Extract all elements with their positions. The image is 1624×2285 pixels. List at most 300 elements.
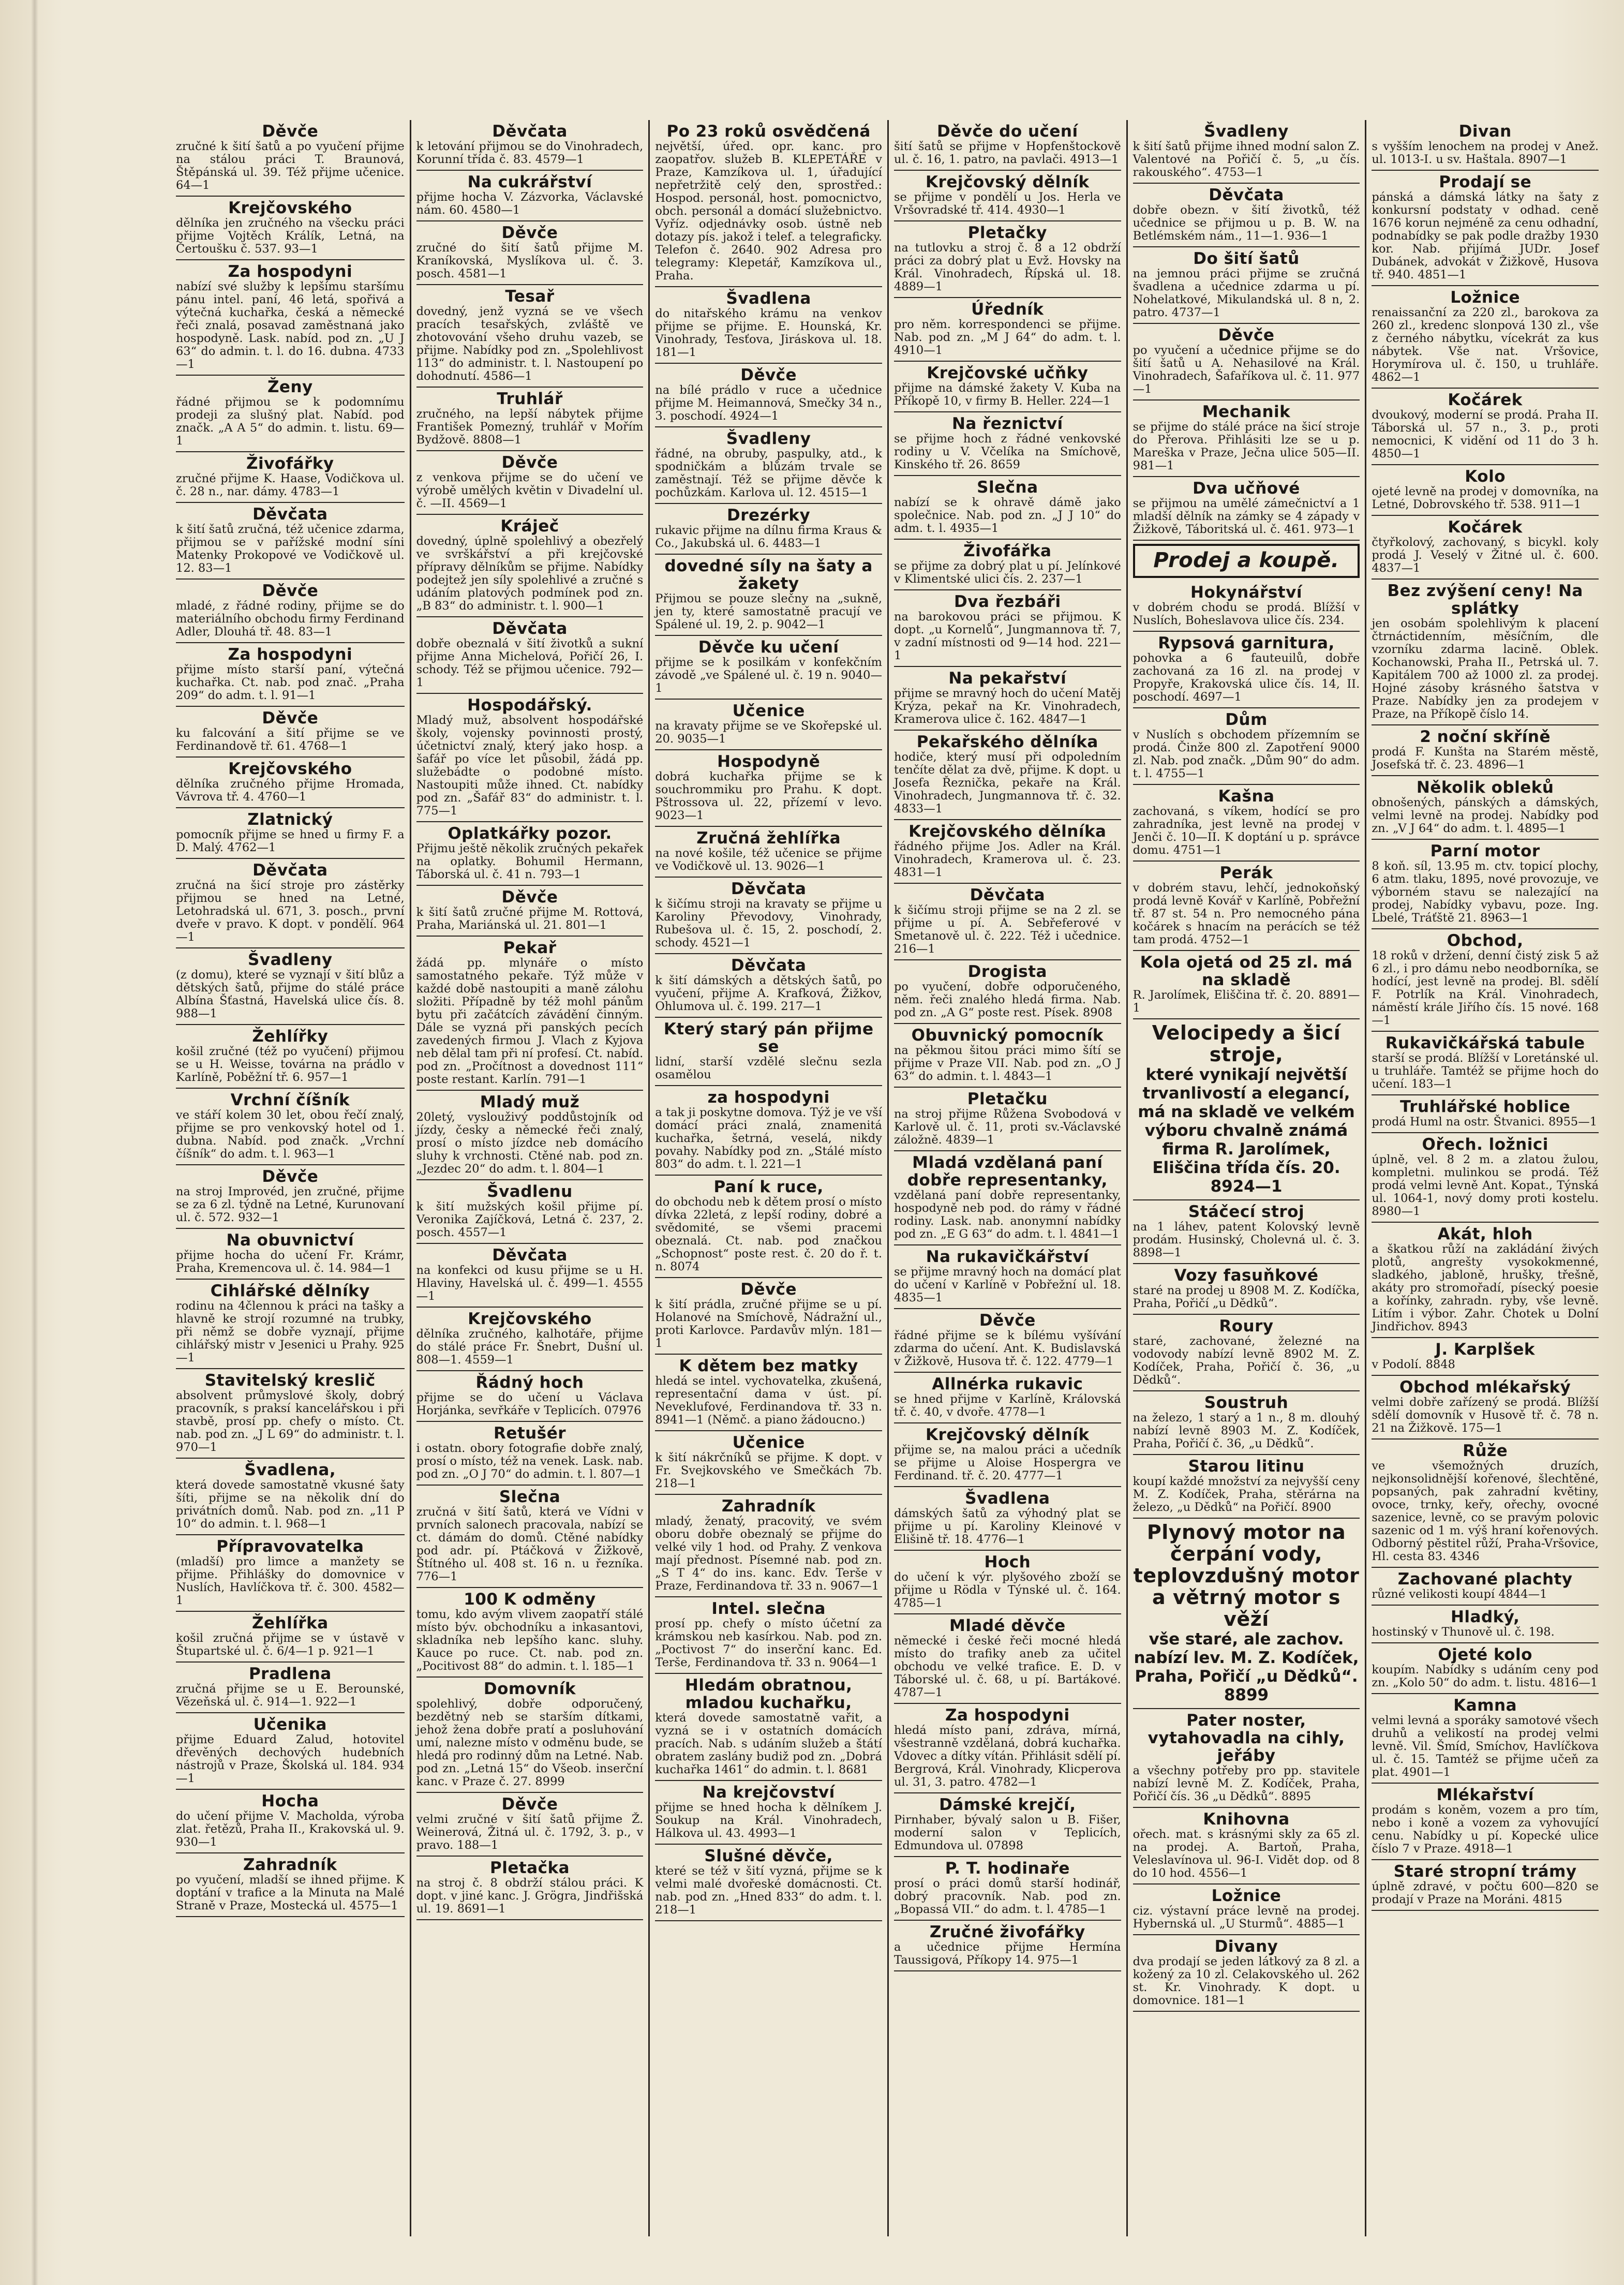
- ad-text: na stroj Improvéd, jen zručné, přijme se za 6 zl. týdně na Letné, Kurunovaní ul. č. 572. 932—1: [176, 1185, 405, 1224]
- classified-ad: [894, 1551, 1121, 1614]
- classified-ad: [1372, 725, 1599, 776]
- ad-text: na tutlovku a stroj č. 8 a 12 obdrží práci za dobrý plat u Evž. Hovsky na Král. Vinohradech, Řípská ul. 18. 4889—1: [893, 241, 1121, 293]
- classified-ad: [655, 364, 882, 427]
- ad-text: zručné přijme K. Haase, Vodičkova ul. č. 28 n., nar. dámy. 4783—1: [176, 472, 405, 498]
- ad-heading: Krejčovského: [228, 199, 352, 217]
- classified-ad: [416, 451, 644, 515]
- ad-heading: Krejčovské učňky: [927, 364, 1089, 382]
- ad-heading: Obchod mlékařský: [1399, 1378, 1571, 1397]
- ad-heading: Švadlena: [965, 1489, 1050, 1508]
- ad-heading: Pater noster, vytahovadla na cihly, jeřáby: [1148, 1711, 1345, 1765]
- classified-ad: [1133, 247, 1360, 324]
- classified-ad: [416, 1180, 644, 1244]
- classified-ad: [1133, 862, 1360, 951]
- ad-text: se přijme v pondělí u Jos. Herla ve Vršovradské tř. 414. 4930—1: [893, 190, 1121, 217]
- ad-heading: Který starý pán přijme se: [663, 1020, 874, 1056]
- ad-heading: Švadlena,: [244, 1461, 336, 1479]
- classified-ad: [1133, 1200, 1360, 1264]
- ad-heading: Děvčata: [492, 619, 568, 638]
- ad-text: které se též v šití vyzná, přijme se k velmi malé dvořeské domácnosti. Ct. nab. pod zn. „Hned 833“ do adm. t. l. 218—1: [655, 1864, 882, 1917]
- classified-ad: [416, 221, 644, 285]
- ad-heading: Prodej a koupě.: [1153, 548, 1339, 572]
- ad-text: staré, zachované, železné na vodovody nabízí levně 8902 M. Z. Kodíček, Praha, Pořičí č. 36, „u Dědků“.: [1133, 1334, 1360, 1387]
- ad-heading: Zachované plachty: [1397, 1570, 1573, 1589]
- classified-ad: [176, 260, 405, 376]
- ad-heading: Děvče: [501, 888, 558, 907]
- ad-heading: Dům: [1225, 710, 1268, 729]
- ad-heading: Drogista: [967, 962, 1047, 981]
- ad-heading: Hospodářský.: [467, 696, 592, 715]
- ad-text: dělníka zručného přijme Hromada, Vávrova tř. 4. 4760—1: [176, 777, 405, 804]
- ad-heading: Kočárek: [1448, 518, 1523, 537]
- ad-text: přijme hocha do učení Fr. Krámr, Praha, Kremencova ul. č. 14. 984—1: [176, 1249, 405, 1275]
- ad-text: velmi dobře zařízený se prodá. Blížší sdělí domovník v Husově tř. č. 78 n. 21 na Žižkově. 175—1: [1372, 1396, 1599, 1435]
- ad-heading: Na obuvnictví: [226, 1231, 354, 1250]
- classified-ad: [1133, 785, 1360, 862]
- classified-ad: [894, 1423, 1121, 1487]
- ad-heading: Rypsová garnitura,: [1158, 634, 1335, 652]
- classified-ad: [1133, 1264, 1360, 1315]
- ad-heading: Rukavičkářská tabule: [1385, 1034, 1585, 1052]
- classified-ad: [176, 1612, 405, 1663]
- classified-ad: [1372, 1338, 1599, 1376]
- ad-text: na stroj přijme Růžena Svobodová v Karlově ul. č. 11, proti sv.-Václavské záložně. 4839—1: [893, 1107, 1121, 1147]
- classified-ad: [655, 827, 882, 878]
- ad-text: které vynikají největší trvanlivostí a elegancí, má na skladě ve velkém výboru chvalně známá firma R. Jarolímek, Eliščina třída čís. 20. 8924—1: [1138, 1065, 1355, 1196]
- ad-heading: Děvče do učení: [937, 122, 1078, 141]
- classified-ad: [416, 617, 644, 694]
- ad-text: která dovede samostatně vařit, a vyzná se i v ostatních domácích pracích. Nab. s udáním služeb a štátí obratem zaslány budiž pod zn. „Dobrá kuchařka 1461“ do admin. t. l. 8681: [655, 1711, 882, 1776]
- ad-heading: Plynový motor na čerpání vody, teplovzdušný motor a větrný motor s věží: [1133, 1521, 1360, 1630]
- classified-ad: [1372, 840, 1599, 929]
- classified-ad: [1133, 1709, 1360, 1808]
- ad-text: na konfekci od kusu přijme se u H. Hlaviny, Havelská ul. č. 499—1. 4555—1: [416, 1264, 644, 1303]
- ad-heading: Zahradník: [721, 1497, 816, 1516]
- ad-text: i ostatn. obory fotografie dobře znalý, prosí o místo, též na venek. Lask. nab. pod zn. „O J 70“ do admin. t. l. 807—1: [416, 1442, 644, 1481]
- ad-text: do učení přijme V. Macholda, výroba zlat. řetězů, Praha II., Krakovská ul. 9. 930—1: [176, 1809, 405, 1849]
- ad-text: úplně, vel. 8 2 m. a zlatou žulou, kompletni. mulinkou se prodá. Též prodá velmi levně Ant. Kopat., Týnská ul. 1064-1, nový domy proti kostelu. 8980—1: [1372, 1153, 1599, 1218]
- ad-text: starší se prodá. Blížší v Loretánské ul. u truhláře. Tamtéž se přijme hoch do učení. 183—1: [1372, 1051, 1599, 1091]
- column-6: [1365, 120, 1604, 2236]
- ad-text: do obchodu neb k dětem prosí o místo dívka 22letá, z lepší rodiny, dobré a svědomité, se všemi pracemi obeznalá. Ct. nab. pod značkou „Schopnost“ poste rest. č. 20 do ř. t. n. 8074: [655, 1195, 882, 1273]
- ad-text: dovedný, úplně spolehlivý a obezřelý ve svrškářství a při krejčovské přípravy dělníkům se přijme. Nabídky podejtež jen síly spolehlivé a zručné s udáním platových podmínek pod zn. „B 83“ do administr. t. l. 900—1: [416, 535, 644, 613]
- ad-text: k šití šatů zručné přijme M. Rottová, Praha, Mariánská ul. 21. 801—1: [416, 906, 644, 932]
- ad-text: zručná přijme se u E. Berounské, Vězeňská ul. č. 914—1. 922—1: [176, 1682, 405, 1709]
- classified-ad: [894, 1245, 1121, 1309]
- classified-ad: [416, 694, 644, 822]
- ad-text: přijme se k posilkám v konfekčním závodě „ve Spálené ul. č. 19 n. 9040—1: [655, 656, 882, 695]
- classified-ad: [1372, 389, 1599, 465]
- ad-heading: Děvče: [262, 122, 319, 141]
- ad-heading: Kola ojetá od 25 zl. má na skladě: [1140, 953, 1353, 989]
- classified-ad: [894, 298, 1121, 362]
- classified-ad: [1133, 951, 1360, 1019]
- ad-text: úplně zdravé, v počtu 600—820 se prodají v Praze na Moráni. 4815: [1372, 1880, 1599, 1906]
- classified-ad: [1133, 184, 1360, 247]
- classified-ad: [1133, 632, 1360, 708]
- ad-text: Pirnhaber, bývalý salon u B. Fišer, moderní salon v Teplicích, Edmundova ul. 07898: [893, 1813, 1121, 1852]
- ad-text: velmi zručné v šití šatů přijme Ž. Weinerová, Žitná ul. č. 1792, 3. p., v pravo. 188—1: [416, 1813, 644, 1852]
- ad-text: ciz. výstavní práce levně na prodej. Hybernská ul. „U Sturmů“. 4885—1: [1133, 1904, 1360, 1931]
- ad-heading: Mladé děvče: [949, 1616, 1066, 1635]
- classified-ad: [894, 667, 1121, 731]
- classified-ad: [416, 1308, 644, 1371]
- ad-text: ořech. mat. s krásnými skly za 65 zl. na prodej. A. Bartoň, Praha, Veleslavínova ul. 96-I. Vidět dop. od 8 do 10 hod. 4556—1: [1133, 1828, 1360, 1880]
- ad-heading: Po 23 roků osvědčená: [666, 122, 871, 141]
- ad-heading: Učenice: [732, 702, 805, 720]
- ad-text: (z domu), které se vyznají v šití blůz a dětských šatů, přijme do stálé práce Albína Šťastná, Havelská ulice čís. 8. 988—1: [176, 968, 405, 1020]
- ad-text: přijme místo starší paní, výtečná kuchařka. Ct. nab. pod znač. „Praha 209“ do adm. t. l. 91—1: [176, 663, 405, 702]
- column-4: [887, 120, 1126, 2236]
- ad-text: dělníka zručného, kalhotáře, přijme do stálé práce Fr. Šnebrt, Dušní ul. 808—1. 4559—1: [416, 1327, 644, 1367]
- classified-ad: [655, 750, 882, 827]
- classified-ad: [1133, 1455, 1360, 1519]
- classified-ad: [1372, 1376, 1599, 1440]
- ad-text: na barokovou práci se přijmou. K dopt. „u Kornelů“, Jungmannova tř. 7, v zadní místnosti od 9—14 hod. 221—1: [893, 610, 1121, 662]
- ad-heading: Děvče: [740, 1280, 797, 1299]
- ad-heading: Učenika: [253, 1715, 327, 1734]
- ad-text: k šití dámských a dětských šatů, po vyučení, přijme A. Krafková, Žižkov, Ohlumova ul. č. 199. 217—1: [655, 974, 882, 1013]
- classified-ad: [416, 1371, 644, 1422]
- classified-ad: [655, 1086, 882, 1176]
- ad-text: hledá se intel. vychovatelka, zkušená, representační dama v úst. pí. Neveklufové, Ferdinandova tř. 33 n. 8941—1 (Němč. a piano žádoucno.): [655, 1374, 882, 1427]
- classified-ad: [176, 948, 405, 1025]
- ad-text: pánská a dámská látky na šaty z konkursní podstaty v odhad. ceně 1676 korun nejméně za cenu odhadní, podnabídky se pak podle dražby 1930 kor. Nab. přijímá JUDr. Josef Dubánek, advokát v Žižkově, Husova tř. 940. 4851—1: [1372, 190, 1599, 281]
- ad-text: se přijmou na umělé zámečnictví a 1 mladší dělník na zámky se 4 západy v Žižkově, Táboritská ul. č. 461. 973—1: [1133, 497, 1360, 536]
- ad-heading: Na řeznictví: [951, 414, 1063, 433]
- classified-ad: [416, 1793, 644, 1857]
- ad-heading: Ženy: [267, 378, 313, 396]
- classified-ad: [416, 1588, 644, 1678]
- ad-heading: Ložnice: [1211, 1887, 1282, 1905]
- ad-text: v dobrém chodu se prodá. Blížší v Nuslích, Boheslavova ulice čís. 234.: [1133, 601, 1360, 627]
- ad-text: zručného, na lepší nábytek přijme František Pomezný, truhlář v Mořím Bydžově. 8808—1: [416, 407, 644, 447]
- ad-heading: Dva učňové: [1193, 479, 1300, 498]
- ad-heading: Děvče: [262, 1167, 319, 1186]
- classified-ad: [176, 1535, 405, 1612]
- classified-ad: [894, 1309, 1121, 1373]
- column-3: [648, 120, 887, 2236]
- ad-text: a učednice přijme Hermína Taussigová, Příkopy 14. 975—1: [893, 1940, 1121, 1967]
- ad-heading: Děvče: [501, 1795, 558, 1814]
- ad-heading: Prodají se: [1439, 173, 1532, 191]
- ad-heading: J. Karplšek: [1435, 1340, 1536, 1359]
- ad-text: pro něm. korrespondenci se přijme. Nab. pod zn. „M J 64“ do adm. t. l. 4910—1: [893, 318, 1121, 357]
- ad-heading: Intel. slečna: [711, 1599, 826, 1618]
- ad-heading: Slušné děvče,: [704, 1847, 833, 1865]
- ad-heading: Děvčata: [1209, 186, 1284, 204]
- ad-heading: Žehlířka: [252, 1614, 329, 1633]
- ad-heading: Děvče: [979, 1311, 1036, 1330]
- classified-ad: [416, 1678, 644, 1793]
- ad-heading: Pradlena: [248, 1665, 332, 1683]
- ad-heading: Pletačky: [967, 224, 1047, 242]
- ad-text: R. Jarolímek, Eliščina tř. č. 20. 8891—1: [1133, 988, 1360, 1015]
- ad-text: prodám s koněm, vozem a pro tím, nebo i koně a vozem za vyhovující cenu. Nabídky u pí. Kopecké ulice číslo 7 v Praze. 4918—1: [1372, 1803, 1599, 1856]
- classified-ad: [1372, 1032, 1599, 1095]
- ad-text: dobře obeznalá v šití životků a sukní přijme Anna Michelová, Pořičí 26, I. schody. Též se přijmou učenice. 792—1: [416, 637, 644, 689]
- ad-text: se hned přijme v Karlíně, Královská tř. č. 40, v dvoře. 4778—1: [893, 1392, 1121, 1419]
- ad-heading: Hoch: [984, 1553, 1031, 1571]
- ad-text: prodá F. Kunšta na Starém městě, Josefská tř. č. 23. 4896—1: [1372, 745, 1599, 771]
- classified-ad: [894, 1857, 1121, 1921]
- ad-text: k šití šatů zručná, též učenice zdarma, přijmou se v pařížské modní síni Matenky Prokopové ve Vodičkově ul. 12. 83—1: [176, 523, 405, 575]
- classified-ad: [416, 886, 644, 937]
- classified-ad: [176, 376, 405, 452]
- ad-heading: Na rukavičkářství: [926, 1248, 1089, 1266]
- classified-columns: [171, 120, 1604, 2236]
- classified-ad: [176, 859, 405, 948]
- ad-text: a škatkou růží na zakládání živých plotů, angrešty vysokokmenné, sladkého, jabloně, hrušky, třešně, akáty pro stromořadí, písecký poesie a kořínky, zahradn. ryby, vše levně. Litím i výbor. Zahr. Chotek u Dolní Jindřichov. 8943: [1372, 1242, 1599, 1333]
- ad-heading: Bez zvýšení ceny! Na splátky: [1387, 582, 1583, 618]
- classified-ad: [655, 120, 882, 287]
- ad-text: řádné přijmou se k podomnímu prodeji za slušný plat. Nabíd. pod značk. „A A 5“ do admin. t. listu. 69—1: [176, 395, 405, 448]
- classified-ad: [176, 758, 405, 808]
- classified-ad: [1372, 1694, 1599, 1784]
- classified-ad: [176, 808, 405, 859]
- ad-heading: Staré stropní trámy: [1393, 1862, 1577, 1881]
- ad-heading: Na cukrářství: [467, 173, 592, 191]
- ad-text: 20letý, vyslouživý poddůstojník od jízdy, česky a německé řeči znalý, prosí o místo jízdce neb domácího sluhy k vrchnosti. Ctěné nab. pod zn. „Jezdec 20“ do adm. t. l. 804—1: [416, 1110, 644, 1176]
- ad-heading: dovedné síly na šaty a žakety: [664, 557, 873, 593]
- ad-text: v Nuslích s obchodem přízemním se prodá. Činže 800 zl. Zapotření 9000 zl. Nab. pod značk. „Dům 90“ do adm. t. l. 4755—1: [1133, 728, 1360, 780]
- ad-heading: Pekař: [503, 939, 557, 957]
- ad-heading: Děvčata: [492, 122, 568, 141]
- ad-text: k šití prádla, zručné přijme se u pí. Holanové na Smíchově, Nádražní ul., proti Karlovce. Pardavův mlýn. 181—1: [655, 1298, 882, 1350]
- ad-text: mladé, z řádné rodiny, přijme se do materiálního obchodu firmy Ferdinand Adler, Dlouhá tř. 48. 83—1: [176, 599, 405, 639]
- ad-heading: P. T. hodinaře: [945, 1859, 1070, 1878]
- ad-heading: 100 K odměny: [464, 1590, 596, 1609]
- ad-text: hledá místo paní, zdráva, mírná, všestranně vzdělaná, dobrá kuchařka. Vdovec a dítky vítán. Přihlásit sdělí pí. Bergrová, Král. Vinohrady, Klicperova ul. 31, 3. patro. 4782—1: [893, 1724, 1121, 1789]
- ad-text: přijme na dámské žakety V. Kuba na Příkopě 10, v firmy B. Heller. 224—1: [893, 381, 1121, 408]
- ad-text: nabízí své služby k lepšímu staršímu pánu intel. paní, 46 letá, spořivá a výtečná kuchařka, česká a německé řeči znalá, posavad zaměstnaná jako hospodyně. Lask. nabíd. pod zn. „U J 63“ do admin. t. l. do 16. dubna. 4733—1: [176, 280, 405, 371]
- classified-ad: [655, 427, 882, 504]
- ad-heading: Krejčovský dělník: [926, 173, 1090, 191]
- ad-text: zachovaná, s víkem, hodící se pro zahradníka, jest levně na prodej v Jenči č. 10—II. K doptání u p. správce domu. 4751—1: [1133, 805, 1360, 857]
- ad-text: zručné do šití šatů přijme M. Kraníkovská, Myslíkova ul. č. 3. posch. 4581—1: [416, 241, 644, 280]
- classified-ad: [894, 1373, 1121, 1423]
- ad-text: k letování přijmou se do Vinohradech, Korunní třída č. 83. 4579—1: [416, 140, 644, 166]
- ad-text: se přijme za dobrý plat u pí. Jelínkové v Klimentské ulici čís. 2. 237—1: [893, 559, 1121, 586]
- ad-heading: Kočárek: [1448, 391, 1523, 409]
- classified-ad: [655, 1674, 882, 1781]
- ad-heading: Několik obleků: [1416, 778, 1554, 797]
- classified-ad: [1372, 1606, 1599, 1643]
- ad-heading: Divany: [1214, 1937, 1278, 1956]
- ad-heading: Allnérka rukavic: [932, 1375, 1083, 1393]
- ad-heading: Úředník: [971, 300, 1044, 319]
- ad-text: na jemnou práci přijme se zručná švadlena a učednice zdarma u pí. Nohelatkové, Mikulandská ul. 8 n, 2. patro. 4737—1: [1133, 267, 1360, 319]
- column-1: [171, 120, 410, 2236]
- ad-heading: Tesař: [505, 287, 555, 306]
- classified-ad: [1133, 120, 1360, 184]
- ad-heading: Ořech. ložnici: [1422, 1135, 1548, 1154]
- classified-ad: [655, 1781, 882, 1845]
- ad-text: se přijme mravný hoch na domácí plat do učení v Karlíně v Pobřežní ul. 18. 4835—1: [893, 1265, 1121, 1304]
- ad-heading: Švadleny: [726, 429, 811, 448]
- classified-ad: [1372, 1643, 1599, 1694]
- classified-ad: [416, 1422, 644, 1486]
- classified-ad: [655, 1018, 882, 1086]
- ad-heading: Vrchní číšník: [230, 1091, 350, 1109]
- ad-heading: K dětem bez matky: [679, 1357, 858, 1375]
- ad-heading: Cihlářské dělníky: [210, 1282, 370, 1300]
- classified-ad: [894, 820, 1121, 884]
- ad-heading: Krejčovského: [468, 1310, 592, 1328]
- classified-ad: [416, 171, 644, 221]
- ad-heading: Děvče: [262, 709, 319, 728]
- classified-ad: [1133, 1315, 1360, 1391]
- classified-ad: [894, 884, 1121, 960]
- ad-heading: Hladký,: [1450, 1608, 1520, 1626]
- classified-ad: [416, 1244, 644, 1308]
- classified-ad: [1372, 929, 1599, 1032]
- ad-text: prosí pp. chefy o místo účetní za krámskou neb kasírkou. Nab. pod zn. „Poctivost 7“ do inserční kanc. Ed. Terše, Ferdinandova tř. 33 n. 9064—1: [655, 1617, 882, 1669]
- ad-heading: Akát, hloh: [1437, 1225, 1533, 1243]
- ad-text: hostinský v Thunově ul. č. 198.: [1372, 1625, 1555, 1639]
- classified-ad: [176, 1790, 405, 1853]
- ad-text: dobrá kuchařka přijme se k souchrommiku pro Prahu. K dopt. Pštrossova ul. 22, přízemí v levo. 9023—1: [655, 770, 882, 822]
- ad-heading: Učenice: [732, 1433, 805, 1452]
- ad-text: největší, úřed. opr. kanc. pro zaopatřov. služeb B. KLEPETÁŘE v Praze, Kamzíkova ul. 1, úřadující nepřetržitě celý den, sprostřed.: Hospod. personál, host. pomocnictvo, obch. personál a domácí služebnictvo. Vyříz. odjednávky osob. ústně neb dotazy pís. jakož i telef. a telegraficky. Telefon č. 2640. 902 Adresa pro telegramy: Klepetář, Kamzíkova ul., Praha.: [655, 140, 882, 283]
- classified-ad: [1133, 708, 1360, 785]
- ad-text: do nitařského krámu na venkov přijme se přijme. E. Hounská, Kr. Vinohrady, Tesťova, Jiráskova ul. 18. 181—1: [655, 307, 882, 359]
- ad-heading: Starou litinu: [1188, 1457, 1305, 1476]
- ad-text: k šití mužských košil přijme pí. Veronika Zajíčková, Letná č. 237, 2. posch. 4557—1: [416, 1200, 644, 1239]
- ad-text: k šití šatů přijme ihned modní salon Z. Valentové na Pořičí č. 5, „u čís. rakouského“. 4753—1: [1133, 140, 1360, 179]
- ad-heading: Retušér: [493, 1424, 567, 1443]
- ad-text: se přijme hoch z řádné venkovské rodiny u V. Včelíka na Smíchově, Kinského tř. 26. 8659: [893, 432, 1121, 471]
- classified-ad: [655, 700, 882, 750]
- ad-heading: Zručná žehlířka: [696, 829, 841, 848]
- classified-ad: [176, 503, 405, 580]
- ad-text: v dobrém stavu, lehčí, jednokoňský prodá levně Kovář v Karlíně, Pobřežní tř. 87 st. 54 n. Pro nemocného pána kočárek s hnacím na perácích se též tam prodá. 4752—1: [1133, 881, 1360, 946]
- ad-text: přijme hocha V. Zázvorka, Václavské nám. 60. 4580—1: [416, 190, 644, 217]
- ad-text: která dovede samostatně vkusné šaty šíti, přijme se na několik dní do privátních domů. Nab. pod zn. „11 P 10“ do admin. t. l. 968—1: [176, 1478, 405, 1531]
- ad-text: tomu, kdo avým vlivem zaopatří stálé místo býv. obchodníku a inkasantovi, skladníka neb lepšího kanc. sluhy. Kauce po ruce. Ct. nab. pod zn. „Pocitivost 88“ do admin. t. l. 185—1: [416, 1608, 644, 1673]
- ad-text: (mladší) pro limce a manžety se přijme. Přihlášky do domovnice v Nuslích, Havlíčkova tř. č. 300. 4582—1: [176, 1555, 405, 1607]
- ad-heading: Paní k ruce,: [713, 1178, 824, 1196]
- ad-heading: Mlékařství: [1436, 1786, 1534, 1804]
- classified-ad: [655, 1845, 882, 1921]
- classified-ad: [1133, 1019, 1360, 1200]
- classified-ad: [416, 515, 644, 617]
- classified-ad: [655, 1495, 882, 1597]
- ad-text: a tak ji poskytne domova. Týž je ve vší domácí práci znalá, znamenitá kuchařka, šetrná, veselá, nikdy povahy. Nabídky pod zn. „Stálé místo 803“ do adm. t. l. 221—1: [655, 1106, 882, 1171]
- ad-heading: Hledám obratnou, mladou kuchařku,: [684, 1676, 853, 1712]
- classified-ad: [416, 285, 644, 388]
- ad-text: prosí o práci domů starší hodinář, dobrý pracovník. Nab. pod zn. „Bopassá VII.“ do adm. t. l. 4785—1: [893, 1877, 1121, 1916]
- ad-heading: Vozy fasuňkové: [1174, 1266, 1319, 1285]
- classified-ad: [416, 937, 644, 1091]
- ad-text: rodinu na 4člennou k práci na tašky a hlavně ke strojí rozumné na trubky, při němž se dobře vyznají, přijme cihlářský mistr v Jesenici u Prahy. 925—1: [176, 1299, 405, 1364]
- ad-text: přijme Eduard Zalud, hotovitel dřevěných dechových hudebních nástrojů v Praze, Školská ul. 184. 934—1: [176, 1733, 405, 1785]
- ad-text: na 1 láhev, patent Kolovský levně prodám. Husinský, Cholevná ul. č. 3. 8898—1: [1133, 1220, 1360, 1259]
- ad-text: šití šatů se přijme v Hopfenštockově ul. č. 16, 1. patro, na pavlači. 4913—1: [893, 140, 1121, 166]
- classified-ad: [416, 1091, 644, 1180]
- ad-text: na kravaty přijme se ve Skořepské ul. 20. 9035—1: [655, 719, 882, 746]
- ad-text: dovedný, jenž vyzná se ve všech pracích tesařských, zvláště ve zhotovování všeho druhu vazeb, se přijme. Nabídky pod zn. „Spolehlivost 113“ do administr. t. l. Nastoupení po dohodnutí. 4586—1: [416, 305, 644, 383]
- ad-text: dámských šatů za výhodný plat se přijme u pí. Karoliny Kleinové v Elišině tř. 18. 4776—1: [893, 1507, 1121, 1546]
- column-2: [410, 120, 649, 2236]
- ad-heading: Za hospodyni: [945, 1706, 1070, 1725]
- ad-heading: Stáčecí stroj: [1188, 1203, 1305, 1221]
- ad-text: k šičímu stroji přijme se na 2 zl. se přijme u pí. A. Sebřeferové v Smetanově ul. č. 222. Též i učednice. 216—1: [893, 903, 1121, 956]
- classified-ad: [1133, 400, 1360, 477]
- ad-heading: Děvče: [501, 453, 558, 472]
- ad-text: dvoukový, moderní se prodá. Praha II. Táborská ul. 57 n., 3. p., proti nemocnici, K vidění od 11 do 3 h. 4850—1: [1372, 408, 1599, 461]
- ad-heading: Velocipedy a šicí stroje,: [1152, 1021, 1341, 1066]
- ad-heading: Zahradník: [243, 1856, 337, 1874]
- ad-text: koupím. Nabídky s udáním ceny pod zn. „Kolo 50“ do adm. t. listu. 4816—1: [1372, 1663, 1599, 1689]
- classified-ad: [894, 171, 1121, 221]
- classified-ad: [1372, 465, 1599, 516]
- classified-ad: [655, 636, 882, 700]
- ad-text: ve všemožných druzích, nejkonsolidnější kořenové, šlechtěné, popsaných, pak zahradní květiny, ovoce, trnky, keřy, ořechy, ovocné sazenice, levně, co se pravým polovic sazenic od 1 m. výš hraní kořenových. Odborný pěstitel růží, Praha-Vršovice, Hl. cesta 83. 4346: [1372, 1459, 1599, 1563]
- ad-text: v Podolí. 8848: [1372, 1358, 1455, 1371]
- ad-heading: Pletačka: [489, 1859, 570, 1877]
- classified-ad: [1372, 1860, 1599, 1911]
- ad-heading: Drezérky: [727, 506, 811, 525]
- ad-heading: Slečna: [977, 478, 1038, 497]
- ad-text: zručné k šití šatů a po vyučení přijme na stálou práci T. Braunová, Štěpánská ul. 39. Též přijme učenice. 64—1: [176, 140, 405, 192]
- ad-text: ojeté levně na prodej v domovníka, na Letné, Dobrovského tř. 538. 911—1: [1372, 485, 1599, 511]
- classified-ad: [894, 960, 1121, 1024]
- ad-text: s vyšším lenochem na prodej v Anež. ul. 1013-I. u sv. Haštala. 8907—1: [1372, 140, 1599, 166]
- ad-heading: Švadleny: [1204, 122, 1289, 141]
- ad-text: koupí každé množství za nejvyšší ceny M. Z. Kodíček, Praha, stěrárna na železo, „u Dědků“ na Pořičí. 8900: [1133, 1475, 1360, 1514]
- ad-heading: Děvče: [262, 582, 319, 600]
- ad-heading: Děvčata: [731, 880, 807, 898]
- classified-ad: [655, 954, 882, 1018]
- ad-heading: Dva řezbáři: [954, 592, 1061, 611]
- ad-text: německé i české řeči mocné hledá místo do trafiky aneb za učitel obchodu ve velké trafice. E. D. v Táborské ul. č. 68, u pí. Bartákové. 4787—1: [893, 1634, 1121, 1699]
- classified-ad: [1372, 776, 1599, 840]
- ad-text: řádné přijme se k bílému vyšívání zdarma do učení. Ant. K. Budislavská v Žižkově, Husova tř. č. 122. 4779—1: [893, 1329, 1121, 1368]
- ad-heading: Švadlenu: [487, 1182, 573, 1201]
- ad-text: přijme se mravný hoch do učení Matěj Krýza, pekař na Kr. Vinohradech, Kramerova ulice č. 162. 4847—1: [893, 687, 1121, 726]
- ad-heading: Děvčata: [492, 1246, 568, 1265]
- classified-ad: [1372, 1440, 1599, 1568]
- ad-text: prodá Huml na ostr. Štvanici. 8955—1: [1372, 1115, 1598, 1129]
- classified-ad: [894, 1151, 1121, 1245]
- ad-heading: Krejčovského dělníka: [908, 822, 1107, 841]
- classified-ad: [1133, 581, 1360, 632]
- classified-ad: [176, 452, 405, 503]
- ad-heading: Růže: [1463, 1442, 1508, 1460]
- ad-text: vše staré, ale zachov. nabízí lev. M. Z. Kodíček, Praha, Pořičí „u Dědků“. 8899: [1134, 1630, 1359, 1704]
- classified-ad: [1133, 1391, 1360, 1455]
- ad-text: 8 koň. síl, 13.95 m. ctv. topicí plochy, 6 atm. tlaku, 1895, nové provozuje, ve výborném stavu se nalezající na prodej, Nabídky vybavu, poze. Ing. Lbelé, Tráťště 21. 8963—1: [1372, 859, 1599, 925]
- ad-heading: Slečna: [499, 1488, 561, 1506]
- classified-ad: [655, 287, 882, 364]
- ad-heading: Živofářka: [963, 542, 1052, 560]
- classified-ad: [894, 1024, 1121, 1088]
- ad-heading: Švadlena: [726, 289, 811, 308]
- ad-text: Mladý muž, absolvent hospodářské školy, vojensky povinnosti prostý, účetnictví znalý, který jako hosp. a šafář po více let působil, žádá pp. služebádte o podobné místo. Nastoupiti může ihned. Ct. nabídky pod zn. „Šafář 83“ do administr. t. l. 775—1: [416, 714, 644, 818]
- ad-heading: Děvčata: [731, 956, 807, 975]
- ad-heading: Hocha: [261, 1792, 319, 1811]
- ad-text: dva prodají se jeden látkový za 8 zl. a kožený za 10 zl. Celakovského ul. 262 st. Kr. Vinohrady. K dopt. u domovnice. 181—1: [1133, 1955, 1360, 2007]
- classified-ad: [655, 1176, 882, 1278]
- ad-heading: Hospodyně: [717, 752, 821, 771]
- ad-text: na bílé prádlo v ruce a učednice přijme M. Heimannová, Smečky 34 n., 3. poschodí. 4924—1: [655, 383, 882, 423]
- classified-ad: [1133, 544, 1360, 578]
- classified-ad: [1372, 1784, 1599, 1860]
- classified-ad: [894, 120, 1121, 171]
- ad-heading: Domovník: [483, 1680, 576, 1698]
- classified-ad: [416, 1857, 644, 1920]
